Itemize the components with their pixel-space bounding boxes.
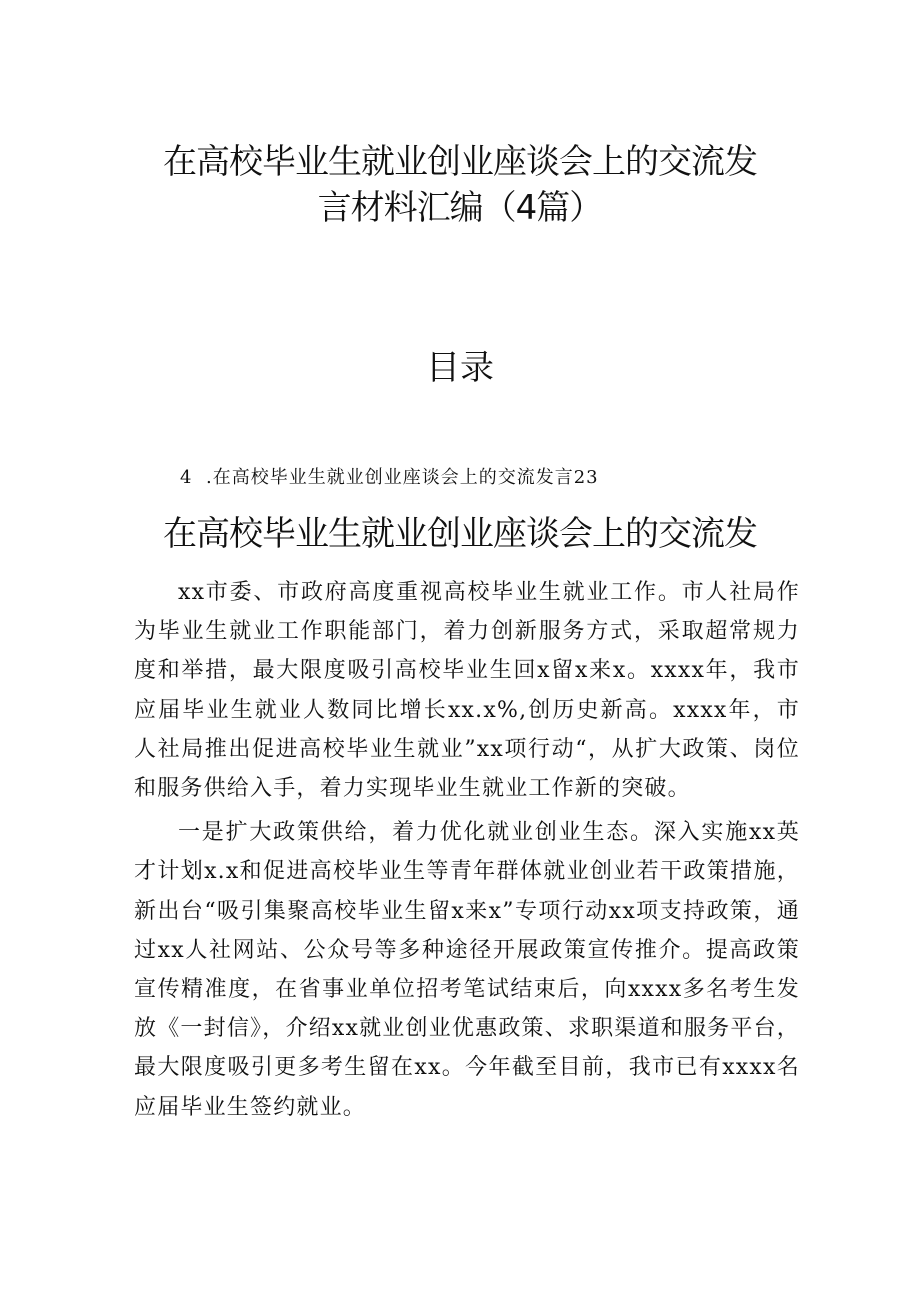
body-text (134, 573, 800, 1132)
document-title-line-1: 在高校毕业生就业创业座谈会上的交流发 (163, 142, 757, 182)
paragraph-1: xx市委、市政府高度重视高校毕业生就业工作。市人社局作为毕业生就业工作职能部门，着力创新服务方式，采取超常规力度和举措，最大限度吸引高校毕业生回x留x来x。xxxx年，我市应届毕业生就业人数同比增长xx.x%,创历史新高。xxxx年，市人社局推出促进高校毕业生就业”xx项行动“，从扩大政策、岗位和服务供给入手，着力实现毕业生就业工作新的突破。 (134, 580, 800, 802)
toc-heading: 目录 (426, 348, 494, 388)
toc-entry-text: .在高校毕业生就业创业座谈会上的交流发言23 (206, 467, 599, 488)
section-title: 在高校毕业生就业创业座谈会上的交流发 (163, 514, 757, 554)
paragraph-2: 一是扩大政策供给，着力优化就业创业生态。深入实施xx英才计划x.x和促进高校毕业生等青年群体就业创业若干政策措施，新出台“吸引集聚高校毕业生留x来x”专项行动xx项支持政策，通过xx人社网站、公众号等多种途径开展政策宣传推介。提高政策宣传精准度，在省事业单位招考笔试结束后，向xxxx多名考生发放《一封信》，介绍xx就业创业优惠政策、求职渠道和服务平台，最大限度吸引更多考生留在xx。今年截至目前，我市已有xxxx名应届毕业生签约就业。 (134, 820, 800, 1120)
toc-entry-number: 4 (180, 467, 193, 488)
document-title-line-2: 言材料汇编（4篇） (317, 188, 603, 228)
toc-entry[interactable] (180, 463, 599, 489)
